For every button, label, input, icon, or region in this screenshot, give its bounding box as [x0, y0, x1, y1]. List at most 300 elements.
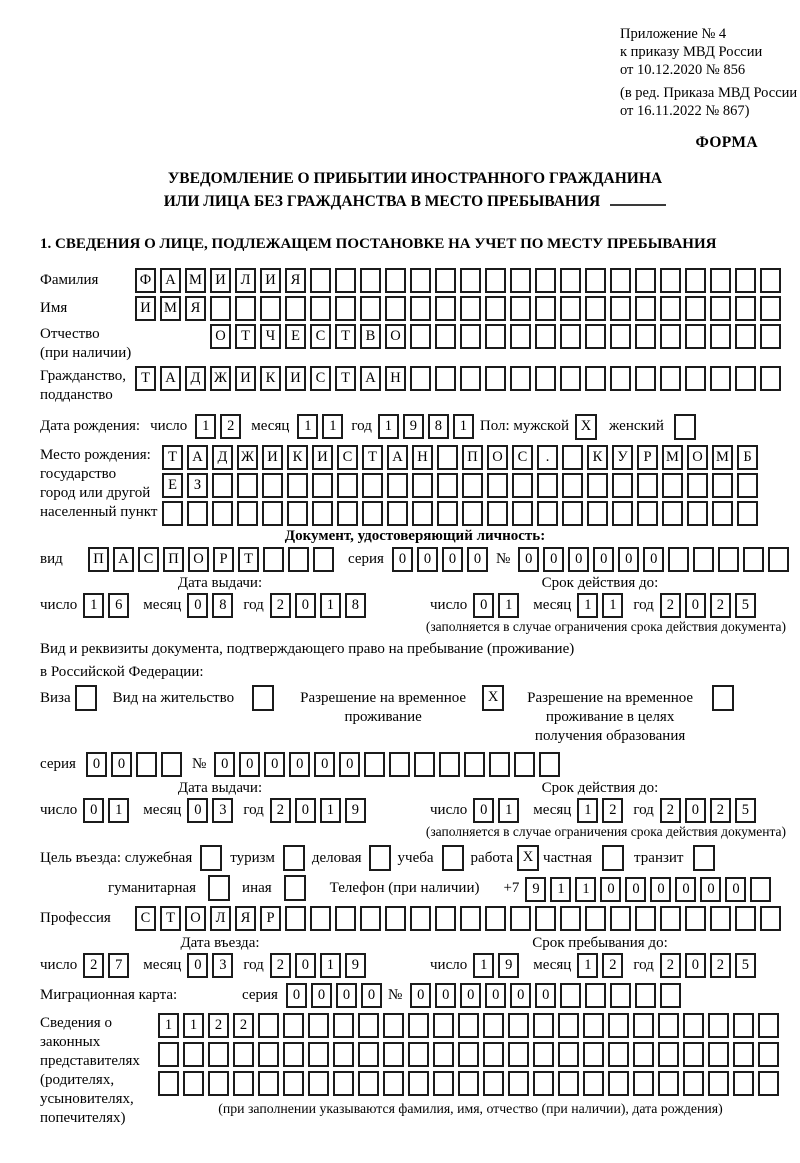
char-cell[interactable] [333, 1013, 354, 1038]
char-cell[interactable]: 0 [543, 547, 564, 572]
char-cell[interactable]: К [260, 366, 281, 391]
char-cell[interactable] [635, 296, 656, 321]
char-cell[interactable] [262, 501, 283, 526]
char-cell[interactable] [533, 1071, 554, 1096]
char-cell[interactable] [410, 366, 431, 391]
char-cell[interactable] [735, 296, 756, 321]
char-cell[interactable] [408, 1071, 429, 1096]
char-cell[interactable] [533, 1042, 554, 1067]
char-cell[interactable] [313, 547, 334, 572]
char-cell[interactable]: 0 [650, 877, 671, 902]
char-cell[interactable]: З [187, 473, 208, 498]
sex-male-checkbox[interactable]: X [575, 414, 597, 440]
char-cell[interactable]: 7 [108, 953, 129, 978]
char-cell[interactable]: Д [212, 445, 233, 470]
char-cell[interactable] [743, 547, 764, 572]
char-cell[interactable] [358, 1042, 379, 1067]
char-cell[interactable]: Т [160, 906, 181, 931]
char-cell[interactable] [768, 547, 789, 572]
char-cell[interactable]: 1 [320, 593, 341, 618]
char-cell[interactable]: И [235, 366, 256, 391]
char-cell[interactable] [333, 1071, 354, 1096]
char-cell[interactable]: 2 [270, 953, 291, 978]
char-cell[interactable] [435, 366, 456, 391]
char-cell[interactable] [510, 268, 531, 293]
char-cell[interactable] [535, 366, 556, 391]
char-cell[interactable] [485, 906, 506, 931]
char-cell[interactable] [487, 473, 508, 498]
char-cell[interactable] [514, 752, 535, 777]
char-cell[interactable] [233, 1071, 254, 1096]
char-cell[interactable] [758, 1042, 779, 1067]
char-cell[interactable] [587, 501, 608, 526]
char-cell[interactable]: 3 [212, 798, 233, 823]
char-cell[interactable] [285, 906, 306, 931]
char-cell[interactable] [760, 366, 781, 391]
char-cell[interactable]: 1 [320, 953, 341, 978]
char-cell[interactable] [560, 366, 581, 391]
char-cell[interactable] [458, 1013, 479, 1038]
char-cell[interactable] [333, 1042, 354, 1067]
purpose-tourism-checkbox[interactable] [283, 845, 305, 871]
char-cell[interactable] [287, 501, 308, 526]
char-cell[interactable] [687, 501, 708, 526]
char-cell[interactable]: 9 [498, 953, 519, 978]
char-cell[interactable]: С [310, 366, 331, 391]
char-cell[interactable]: М [712, 445, 733, 470]
char-cell[interactable] [283, 1013, 304, 1038]
char-cell[interactable]: Т [238, 547, 259, 572]
char-cell[interactable] [510, 366, 531, 391]
char-cell[interactable] [560, 296, 581, 321]
char-cell[interactable] [464, 752, 485, 777]
char-cell[interactable]: 6 [108, 593, 129, 618]
char-cell[interactable] [710, 324, 731, 349]
char-cell[interactable]: И [285, 366, 306, 391]
char-cell[interactable] [583, 1071, 604, 1096]
char-cell[interactable]: 0 [485, 983, 506, 1008]
char-cell[interactable] [437, 501, 458, 526]
char-cell[interactable] [508, 1042, 529, 1067]
char-cell[interactable] [312, 501, 333, 526]
char-cell[interactable]: О [687, 445, 708, 470]
char-cell[interactable]: О [188, 547, 209, 572]
char-cell[interactable]: И [135, 296, 156, 321]
char-cell[interactable] [558, 1013, 579, 1038]
char-cell[interactable]: И [210, 268, 231, 293]
char-cell[interactable]: И [312, 445, 333, 470]
char-cell[interactable] [458, 1042, 479, 1067]
char-cell[interactable] [562, 473, 583, 498]
char-cell[interactable] [733, 1042, 754, 1067]
char-cell[interactable]: 0 [336, 983, 357, 1008]
char-cell[interactable] [360, 268, 381, 293]
char-cell[interactable]: 0 [187, 953, 208, 978]
char-cell[interactable] [483, 1042, 504, 1067]
char-cell[interactable] [383, 1013, 404, 1038]
char-cell[interactable] [312, 473, 333, 498]
char-cell[interactable]: 0 [295, 798, 316, 823]
purpose-humanitarian-checkbox[interactable] [208, 875, 230, 901]
char-cell[interactable] [750, 877, 771, 902]
char-cell[interactable]: М [662, 445, 683, 470]
char-cell[interactable] [389, 752, 410, 777]
char-cell[interactable] [460, 296, 481, 321]
char-cell[interactable] [158, 1071, 179, 1096]
char-cell[interactable] [585, 983, 606, 1008]
char-cell[interactable]: 1 [183, 1013, 204, 1038]
char-cell[interactable]: Ч [260, 324, 281, 349]
char-cell[interactable]: 0 [600, 877, 621, 902]
char-cell[interactable] [685, 906, 706, 931]
char-cell[interactable]: С [310, 324, 331, 349]
char-cell[interactable]: У [612, 445, 633, 470]
char-cell[interactable]: Р [213, 547, 234, 572]
char-cell[interactable] [435, 324, 456, 349]
char-cell[interactable]: Т [135, 366, 156, 391]
char-cell[interactable] [608, 1071, 629, 1096]
char-cell[interactable]: 0 [593, 547, 614, 572]
char-cell[interactable] [633, 1013, 654, 1038]
char-cell[interactable]: И [262, 445, 283, 470]
purpose-study-checkbox[interactable] [442, 845, 464, 871]
char-cell[interactable] [635, 906, 656, 931]
char-cell[interactable] [485, 324, 506, 349]
char-cell[interactable] [433, 1071, 454, 1096]
char-cell[interactable] [662, 473, 683, 498]
char-cell[interactable] [208, 1071, 229, 1096]
char-cell[interactable]: 1 [453, 414, 474, 439]
char-cell[interactable] [512, 473, 533, 498]
char-cell[interactable]: 1 [577, 593, 598, 618]
char-cell[interactable]: 0 [473, 593, 494, 618]
char-cell[interactable] [708, 1013, 729, 1038]
rvp-checkbox[interactable]: X [482, 685, 504, 711]
char-cell[interactable]: Н [412, 445, 433, 470]
char-cell[interactable] [410, 268, 431, 293]
char-cell[interactable] [760, 268, 781, 293]
char-cell[interactable]: 0 [685, 953, 706, 978]
char-cell[interactable]: Д [185, 366, 206, 391]
char-cell[interactable] [537, 501, 558, 526]
char-cell[interactable]: 5 [735, 593, 756, 618]
char-cell[interactable] [687, 473, 708, 498]
char-cell[interactable]: Р [637, 445, 658, 470]
visa-checkbox[interactable] [75, 685, 97, 711]
char-cell[interactable]: 1 [195, 414, 216, 439]
char-cell[interactable] [237, 473, 258, 498]
char-cell[interactable]: 8 [345, 593, 366, 618]
char-cell[interactable] [562, 445, 583, 470]
char-cell[interactable] [263, 547, 284, 572]
char-cell[interactable] [410, 324, 431, 349]
char-cell[interactable]: 2 [602, 798, 623, 823]
char-cell[interactable] [337, 501, 358, 526]
char-cell[interactable]: 0 [264, 752, 285, 777]
char-cell[interactable]: Ж [210, 366, 231, 391]
char-cell[interactable] [535, 906, 556, 931]
char-cell[interactable]: 2 [710, 593, 731, 618]
char-cell[interactable]: А [160, 366, 181, 391]
char-cell[interactable]: Я [285, 268, 306, 293]
char-cell[interactable] [260, 296, 281, 321]
char-cell[interactable] [412, 473, 433, 498]
char-cell[interactable]: 0 [214, 752, 235, 777]
char-cell[interactable]: 0 [289, 752, 310, 777]
char-cell[interactable] [685, 366, 706, 391]
char-cell[interactable] [610, 906, 631, 931]
char-cell[interactable]: Ф [135, 268, 156, 293]
char-cell[interactable] [462, 501, 483, 526]
char-cell[interactable] [710, 366, 731, 391]
char-cell[interactable]: 0 [295, 593, 316, 618]
char-cell[interactable]: М [160, 296, 181, 321]
char-cell[interactable] [510, 324, 531, 349]
char-cell[interactable]: Т [235, 324, 256, 349]
char-cell[interactable]: 2 [660, 798, 681, 823]
char-cell[interactable]: Л [210, 906, 231, 931]
char-cell[interactable]: Е [162, 473, 183, 498]
char-cell[interactable] [735, 366, 756, 391]
residence-permit-checkbox[interactable] [252, 685, 274, 711]
char-cell[interactable]: 0 [392, 547, 413, 572]
char-cell[interactable] [385, 906, 406, 931]
char-cell[interactable] [460, 906, 481, 931]
char-cell[interactable]: С [512, 445, 533, 470]
char-cell[interactable] [237, 501, 258, 526]
char-cell[interactable] [187, 501, 208, 526]
char-cell[interactable]: 9 [525, 877, 546, 902]
char-cell[interactable] [136, 752, 157, 777]
char-cell[interactable] [183, 1071, 204, 1096]
char-cell[interactable]: 0 [643, 547, 664, 572]
char-cell[interactable]: 0 [295, 953, 316, 978]
char-cell[interactable] [385, 296, 406, 321]
char-cell[interactable] [712, 473, 733, 498]
char-cell[interactable] [335, 296, 356, 321]
char-cell[interactable] [710, 296, 731, 321]
char-cell[interactable]: 1 [158, 1013, 179, 1038]
char-cell[interactable] [460, 366, 481, 391]
purpose-business-checkbox[interactable] [369, 845, 391, 871]
char-cell[interactable]: 0 [700, 877, 721, 902]
char-cell[interactable]: 0 [460, 983, 481, 1008]
char-cell[interactable]: 9 [345, 953, 366, 978]
char-cell[interactable] [535, 324, 556, 349]
char-cell[interactable]: П [462, 445, 483, 470]
char-cell[interactable] [610, 324, 631, 349]
char-cell[interactable] [308, 1071, 329, 1096]
char-cell[interactable] [560, 983, 581, 1008]
char-cell[interactable] [512, 501, 533, 526]
char-cell[interactable]: 1 [577, 798, 598, 823]
char-cell[interactable]: М [185, 268, 206, 293]
purpose-other-checkbox[interactable] [284, 875, 306, 901]
char-cell[interactable] [285, 296, 306, 321]
char-cell[interactable] [210, 296, 231, 321]
char-cell[interactable] [760, 906, 781, 931]
char-cell[interactable]: 0 [239, 752, 260, 777]
char-cell[interactable]: О [385, 324, 406, 349]
char-cell[interactable] [635, 268, 656, 293]
char-cell[interactable] [458, 1071, 479, 1096]
char-cell[interactable] [637, 501, 658, 526]
char-cell[interactable] [737, 501, 758, 526]
char-cell[interactable]: Т [362, 445, 383, 470]
char-cell[interactable] [560, 324, 581, 349]
char-cell[interactable] [433, 1013, 454, 1038]
char-cell[interactable] [683, 1042, 704, 1067]
char-cell[interactable]: А [160, 268, 181, 293]
char-cell[interactable]: 1 [602, 593, 623, 618]
char-cell[interactable] [439, 752, 460, 777]
char-cell[interactable]: 2 [710, 953, 731, 978]
char-cell[interactable]: 0 [725, 877, 746, 902]
char-cell[interactable]: 2 [270, 593, 291, 618]
char-cell[interactable]: П [163, 547, 184, 572]
char-cell[interactable]: 8 [428, 414, 449, 439]
char-cell[interactable] [435, 906, 456, 931]
char-cell[interactable]: 9 [345, 798, 366, 823]
char-cell[interactable] [585, 906, 606, 931]
char-cell[interactable] [410, 296, 431, 321]
char-cell[interactable] [462, 473, 483, 498]
char-cell[interactable] [668, 547, 689, 572]
char-cell[interactable] [535, 296, 556, 321]
char-cell[interactable]: 1 [378, 414, 399, 439]
purpose-official-checkbox[interactable] [200, 845, 222, 871]
char-cell[interactable]: 5 [735, 798, 756, 823]
char-cell[interactable] [637, 473, 658, 498]
char-cell[interactable] [533, 1013, 554, 1038]
char-cell[interactable] [658, 1071, 679, 1096]
char-cell[interactable] [737, 473, 758, 498]
char-cell[interactable] [258, 1071, 279, 1096]
char-cell[interactable] [683, 1071, 704, 1096]
char-cell[interactable] [718, 547, 739, 572]
char-cell[interactable]: . [537, 445, 558, 470]
char-cell[interactable]: 2 [270, 798, 291, 823]
rvp-edu-checkbox[interactable] [712, 685, 734, 711]
char-cell[interactable] [660, 324, 681, 349]
char-cell[interactable] [558, 1042, 579, 1067]
char-cell[interactable] [735, 906, 756, 931]
char-cell[interactable]: 0 [685, 593, 706, 618]
char-cell[interactable] [483, 1013, 504, 1038]
char-cell[interactable]: 0 [535, 983, 556, 1008]
char-cell[interactable]: Т [335, 324, 356, 349]
char-cell[interactable] [760, 324, 781, 349]
char-cell[interactable] [387, 473, 408, 498]
char-cell[interactable]: В [360, 324, 381, 349]
char-cell[interactable]: 3 [212, 953, 233, 978]
char-cell[interactable] [258, 1013, 279, 1038]
char-cell[interactable]: 2 [660, 593, 681, 618]
char-cell[interactable] [364, 752, 385, 777]
char-cell[interactable] [537, 473, 558, 498]
char-cell[interactable]: 0 [685, 798, 706, 823]
char-cell[interactable]: 0 [361, 983, 382, 1008]
char-cell[interactable]: Я [235, 906, 256, 931]
char-cell[interactable]: Н [385, 366, 406, 391]
char-cell[interactable]: Е [285, 324, 306, 349]
char-cell[interactable]: 0 [625, 877, 646, 902]
char-cell[interactable]: 2 [233, 1013, 254, 1038]
char-cell[interactable] [660, 366, 681, 391]
char-cell[interactable] [658, 1013, 679, 1038]
char-cell[interactable] [358, 1071, 379, 1096]
char-cell[interactable]: 0 [339, 752, 360, 777]
purpose-transit-checkbox[interactable] [693, 845, 715, 871]
char-cell[interactable]: 1 [320, 798, 341, 823]
char-cell[interactable] [510, 296, 531, 321]
char-cell[interactable]: Л [235, 268, 256, 293]
char-cell[interactable]: А [113, 547, 134, 572]
char-cell[interactable] [610, 366, 631, 391]
char-cell[interactable] [583, 1013, 604, 1038]
char-cell[interactable]: 0 [187, 593, 208, 618]
char-cell[interactable] [693, 547, 714, 572]
char-cell[interactable]: И [260, 268, 281, 293]
char-cell[interactable] [608, 1042, 629, 1067]
char-cell[interactable]: 0 [111, 752, 132, 777]
char-cell[interactable]: 0 [187, 798, 208, 823]
char-cell[interactable] [608, 1013, 629, 1038]
char-cell[interactable] [635, 983, 656, 1008]
char-cell[interactable] [483, 1071, 504, 1096]
char-cell[interactable] [612, 473, 633, 498]
char-cell[interactable] [408, 1042, 429, 1067]
char-cell[interactable] [635, 366, 656, 391]
char-cell[interactable]: 0 [314, 752, 335, 777]
char-cell[interactable] [660, 983, 681, 1008]
char-cell[interactable] [358, 1013, 379, 1038]
char-cell[interactable] [235, 296, 256, 321]
char-cell[interactable]: 0 [518, 547, 539, 572]
char-cell[interactable]: 8 [212, 593, 233, 618]
char-cell[interactable] [308, 1013, 329, 1038]
char-cell[interactable]: 1 [108, 798, 129, 823]
char-cell[interactable]: 1 [498, 593, 519, 618]
char-cell[interactable] [212, 501, 233, 526]
char-cell[interactable] [310, 296, 331, 321]
char-cell[interactable] [489, 752, 510, 777]
char-cell[interactable]: 9 [403, 414, 424, 439]
char-cell[interactable]: Я [185, 296, 206, 321]
char-cell[interactable] [410, 906, 431, 931]
char-cell[interactable]: С [337, 445, 358, 470]
char-cell[interactable]: Т [335, 366, 356, 391]
char-cell[interactable]: А [187, 445, 208, 470]
char-cell[interactable]: 0 [618, 547, 639, 572]
char-cell[interactable]: 0 [86, 752, 107, 777]
char-cell[interactable] [360, 296, 381, 321]
char-cell[interactable]: 2 [602, 953, 623, 978]
char-cell[interactable] [583, 1042, 604, 1067]
char-cell[interactable] [383, 1042, 404, 1067]
char-cell[interactable]: 2 [208, 1013, 229, 1038]
char-cell[interactable] [535, 268, 556, 293]
char-cell[interactable] [660, 268, 681, 293]
char-cell[interactable] [283, 1071, 304, 1096]
char-cell[interactable] [660, 296, 681, 321]
sex-female-checkbox[interactable] [674, 414, 696, 440]
char-cell[interactable]: О [487, 445, 508, 470]
char-cell[interactable]: П [88, 547, 109, 572]
char-cell[interactable]: 0 [286, 983, 307, 1008]
char-cell[interactable] [408, 1013, 429, 1038]
char-cell[interactable] [258, 1042, 279, 1067]
